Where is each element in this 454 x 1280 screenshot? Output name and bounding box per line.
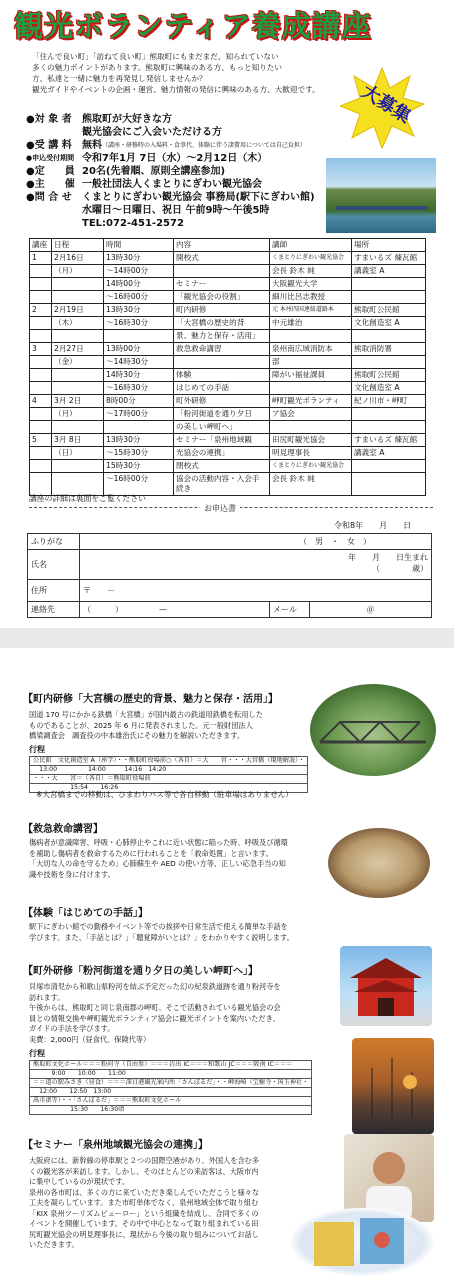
body-line: を補助し傷病者を救命するために行われることを「救命処置」と言います。	[29, 848, 273, 858]
schedule-cell: 3月 8日	[52, 434, 104, 447]
schedule-cell: 熊取町公民館	[352, 304, 426, 317]
section-body	[29, 982, 281, 1045]
schedule-cell: 3月 2日	[52, 395, 104, 408]
body-line: 「大切な人の命を守るため」心肺蘇生や AED の使い方等、正しい応急手当の知	[29, 859, 286, 868]
birthdate-field[interactable]: 年 月 日生まれ	[348, 553, 428, 562]
schedule-cell: 障がい福祉課員	[270, 369, 352, 382]
schedule-cell: 部	[270, 356, 352, 369]
itinerary-line: 15:30 16:30頃	[30, 1106, 312, 1115]
itinerary-line: 9:00 10:00 11:00	[30, 1070, 312, 1079]
schedule-cell: （金）	[52, 356, 104, 369]
schedule-cell: 文化創造室 A	[352, 317, 426, 330]
body-line: くの観光客が来訪します。しかし、そのほとんどの来訪客は、大阪市内	[29, 1166, 259, 1176]
col-header: 内容	[174, 239, 270, 252]
schedule-cell	[30, 265, 52, 278]
body-line: 貝塚市清児から和歌山県粉河を結ぶ予定だった幻の紀泉鉄道跡を通り粉河寺を	[29, 982, 281, 991]
schedule-cell: 5	[30, 434, 52, 447]
fee-note: （講座・研修時の入場料・食事代、体験に伴う諸費用については自己負担）	[102, 142, 306, 149]
body-line: 識や技術を身に付けます。	[29, 869, 115, 879]
schedule-cell: 2月16日	[52, 252, 104, 265]
schedule-cell: セミナー「泉州地域観	[174, 434, 270, 447]
schedule-row	[30, 304, 426, 317]
schedule-cell	[30, 278, 52, 291]
application-form	[27, 533, 432, 618]
contact-label: ●問 合 せ	[26, 192, 72, 203]
schedule-cell: 13時30分	[104, 304, 174, 317]
temple-gate-icon	[340, 946, 432, 1026]
schedule-cell: 熊取消防署	[352, 343, 426, 356]
itinerary-line: 公民館 文化創造室 A（座学）・・熊取町役場前○（各自）＝大 宮・・・大宮橋（現地解説）・	[30, 757, 308, 766]
body-line: 実費：2,000円（昼食代、保険代等）	[29, 1034, 151, 1044]
schedule-row	[30, 434, 426, 447]
schedule-cell	[30, 317, 52, 330]
contact-field-label: 連絡先	[28, 602, 80, 618]
schedule-cell: 熊取町公民館	[352, 369, 426, 382]
itinerary-line: ＝＝道の駅みさき（昼食）＝＝＝深日港観光案内所「さんぽるだ」・・岬海崎（宝樹寺・国玉神社・	[30, 1079, 312, 1088]
schedule-row	[30, 369, 426, 382]
schedule-cell: 景、魅力と保存・活用」	[174, 330, 270, 343]
body-line: に集中しているのが現状です。	[29, 1177, 130, 1186]
schedule-cell: 明見理事長	[270, 447, 352, 460]
body-line: 駅下にぎわい館での勤務やイベント等での挨拶や日常生活で使える簡単な手話を	[29, 922, 288, 931]
name-label: 氏名	[28, 550, 80, 580]
sunset-harbor-photo	[352, 1038, 434, 1134]
body-line: 午後からは、熊取町と同じ泉南郡の岬町。そこで活動されている観光協会の会	[29, 1003, 281, 1012]
schedule-cell: 「粉河街道を通り夕日	[174, 408, 270, 421]
flyer-front	[0, 0, 454, 628]
period-value: 令和7年1月 7日（水）〜2月12日（木）	[82, 153, 268, 164]
target-value-2: 観光協会にご入会いただける方	[82, 127, 222, 138]
schedule-cell	[30, 421, 52, 434]
schedule-cell: 光協会の連携」	[174, 447, 270, 460]
col-header: 講師	[270, 239, 352, 252]
schedule-cell: の美しい岬町へ」	[174, 421, 270, 434]
itinerary-label: 行程	[29, 1049, 45, 1058]
cpr-training-photo	[328, 828, 430, 898]
schedule-cell: 〜14時30分	[104, 356, 174, 369]
schedule-cell	[52, 330, 104, 343]
schedule-cell	[52, 369, 104, 382]
map-leaflet-icon	[290, 1208, 434, 1276]
schedule-cell	[30, 330, 52, 343]
schedule-cell: 開校式	[174, 252, 270, 265]
schedule-cell	[30, 408, 52, 421]
body-line: 大阪府には、新幹線の停車駅と２つの国際空港があり、外国人を含む多	[29, 1156, 260, 1165]
schedule-cell: 〜16時30分	[104, 317, 174, 330]
schedule-cell	[30, 447, 52, 460]
fee-label: ●受 講 料	[26, 140, 72, 151]
body-line: 国道 170 号にかかる鉄橋「大宮橋」が国内最古の鉄道用鉄橋を転用した	[29, 710, 263, 719]
body-line: 尻町観光協会の明見理事長に、現状から今後の取り組みについてお話し	[29, 1229, 259, 1239]
address-field[interactable]: 〒 －	[80, 580, 432, 602]
schedule-cell	[352, 330, 426, 343]
itinerary-label: 行程	[29, 745, 45, 754]
intro-line: 「住んで良い町」「訪ねて良い町」熊取町にもまだまだ、知られていない	[32, 52, 279, 61]
schedule-cell: （木）	[52, 317, 104, 330]
host-value: 一般社団法人くまとりにぎわい観光協会	[82, 179, 262, 190]
schedule-cell: 〜16時00分	[104, 291, 174, 304]
schedule-cell: 細川比呂志教授	[270, 291, 352, 304]
schedule-cell: 4	[30, 395, 52, 408]
itinerary-line: 15:54 16:26	[30, 784, 308, 793]
section-title: 【体験「はじめての手話」】	[23, 908, 148, 919]
schedule-cell	[52, 421, 104, 434]
schedule-cell	[52, 460, 104, 473]
section-title: 【救急救命講習】	[23, 824, 103, 835]
application-date: 令和8年 月 日	[334, 521, 412, 530]
fee-value: 無料	[82, 140, 102, 151]
schedule-row	[30, 291, 426, 304]
schedule-cell: 3	[30, 343, 52, 356]
body-line: 「KIX 泉州ツーリズムビューロー」という組織を結成し、合同で多くの	[29, 1208, 259, 1218]
schedule-row	[30, 265, 426, 278]
schedule-cell	[30, 369, 52, 382]
period-label: ●申込受付期間	[26, 154, 75, 162]
schedule-cell: 15時30分	[104, 460, 174, 473]
schedule-body	[30, 252, 426, 496]
schedule-cell: 13時30分	[104, 252, 174, 265]
temple-gate-photo	[340, 946, 432, 1026]
schedule-cell: くまとりにぎわい観光協会	[270, 460, 352, 473]
tel: TEL:072-451-2572	[82, 218, 184, 229]
name-field[interactable]	[80, 550, 432, 580]
intro-text	[32, 51, 352, 95]
recruit-badge-label: 大募集	[357, 81, 415, 128]
flyer-back	[0, 648, 454, 1280]
schedule-cell: 13時30分	[104, 434, 174, 447]
schedule-cell: 泉州南広域消防本	[270, 343, 352, 356]
schedule-cell	[30, 356, 52, 369]
schedule-cell: はじめての手話	[174, 382, 270, 395]
col-header: 講座	[30, 239, 52, 252]
schedule-cell: 田尻町観光協会	[270, 434, 352, 447]
section-body	[29, 710, 263, 742]
body-line: 訪れます。	[29, 992, 65, 1002]
col-header: 日程	[52, 239, 104, 252]
schedule-cell	[52, 291, 104, 304]
body-line: いただきます。	[29, 1240, 79, 1249]
body-line: イベントを開催しています。その中で中心となって取り組まれている田	[29, 1219, 259, 1228]
schedule-cell	[270, 330, 352, 343]
schedule-cell: 〜14時00分	[104, 265, 174, 278]
target-label: ●対 象 者	[26, 114, 72, 125]
schedule-cell: （月）	[52, 265, 104, 278]
itinerary-line: ・・・大 宮＝（各自）＝熊取町役場前	[30, 775, 308, 784]
body-line: 泉州の各市町は、多くの方に来ていただき楽しんでいただこうと様々な	[29, 1187, 260, 1197]
section-title: 【町内研修「大宮橋の歴史的背景、魅力と保存・活用」】	[23, 694, 278, 705]
section-title: 【町外研修「粉河街道を通り夕日の美しい岬町へ」】	[23, 966, 258, 977]
schedule-cell	[174, 356, 270, 369]
schedule-row	[30, 421, 426, 434]
schedule-cell	[352, 291, 426, 304]
section-body	[29, 922, 294, 943]
schedule-row	[30, 447, 426, 460]
schedule-cell	[352, 408, 426, 421]
body-line: 学びます。また、「手話とは？」「聴覚障がいとは？」をわかりやすく説明します。	[29, 932, 294, 942]
gender-choice[interactable]: （ 男 ・ 女 ）	[80, 534, 432, 550]
schedule-cell	[104, 421, 174, 434]
host-label: ●主 催	[26, 179, 75, 190]
recruit-badge	[340, 66, 424, 150]
furigana-label: ふりがな	[28, 534, 80, 550]
phone-field[interactable]: （ ） —	[80, 602, 270, 618]
schedule-cell: すまいるズ 煉瓦館	[352, 434, 426, 447]
schedule-row	[30, 343, 426, 356]
body-line: 橋梁調査会 調査役の中本雄治氏にその魅力を解説いただきます。	[29, 731, 245, 740]
info-list	[26, 113, 326, 230]
schedule-cell: 岬町観光ボランティ	[270, 395, 352, 408]
schedule-cell: 14時00分	[104, 278, 174, 291]
itinerary-line: 禹市湊等）・・「さんぽるだ」＝＝＝熊取町文化ホール	[30, 1097, 312, 1106]
schedule-cell: 中元雄治	[270, 317, 352, 330]
schedule-cell: 会長 鈴木 純	[270, 473, 352, 496]
schedule-cell: 文化創造室 A	[352, 382, 426, 395]
schedule-cell	[352, 460, 426, 473]
section-title: 【セミナー「泉州地域観光協会の連携」】	[23, 1140, 208, 1151]
schedule-row	[30, 330, 426, 343]
office-hours: 水曜日〜日曜日、祝日 午前9時〜午後5時	[82, 205, 270, 216]
schedule-cell: 2	[30, 304, 52, 317]
schedule-row	[30, 356, 426, 369]
schedule-cell: （月）	[52, 408, 104, 421]
schedule-cell	[30, 291, 52, 304]
sailboat-masts-icon	[352, 1038, 434, 1134]
schedule-cell	[30, 460, 52, 473]
schedule-cell	[352, 356, 426, 369]
schedule-cell: 閉校式	[174, 460, 270, 473]
bridge-truss-icon	[310, 684, 436, 776]
mail-field[interactable]: ＠	[310, 602, 432, 618]
schedule-cell: セミナー	[174, 278, 270, 291]
schedule-cell: 〜17時00分	[104, 408, 174, 421]
schedule-cell: すまいるズ 煉瓦館	[352, 252, 426, 265]
itinerary-line: 熊取町文化ホール＝＝＝粉河寺（自由参）＝＝＝岩出 IC＝＝＝和歌山 JC＝＝＝阪南 IC＝＝＝	[30, 1061, 312, 1070]
schedule-cell: 町内研修	[174, 304, 270, 317]
body-line: 工夫を凝らしています。また市町単体でなく、泉州地域全体で取り組む	[29, 1198, 259, 1207]
schedule-row	[30, 395, 426, 408]
intro-line: 多くの魅力ポイントがあります。熊取町に興味のある方、もっと知りたい	[32, 63, 282, 72]
schedule-cell	[352, 473, 426, 496]
schedule-cell: 8時00分	[104, 395, 174, 408]
body-line: ものであることが、2025 年 6 月に発表されました。元一般財団法人	[29, 720, 253, 730]
schedule-cell: 〜15時30分	[104, 447, 174, 460]
schedule-cell	[174, 265, 270, 278]
schedule-cell: 会長 鈴木 純	[270, 265, 352, 278]
schedule-cell: 〜16時00分	[104, 473, 174, 496]
schedule-table	[29, 238, 426, 496]
mail-label: メール	[270, 602, 310, 618]
schedule-cell: 1	[30, 252, 52, 265]
section-note: ※大宮橋までの移動は、ひまわりバス等で各自移動（駐車場はありません）	[36, 790, 293, 799]
schedule-cell	[52, 382, 104, 395]
intro-line: 観光ガイドやイベントの企画・運営、魅力情報の発信に興味のある方、大歓迎です。	[32, 85, 320, 94]
capacity-value: 20名(先着順、原則全講座参加)	[82, 166, 226, 177]
schedule-cell: 講義室 A	[352, 265, 426, 278]
schedule-cell: 2月27日	[52, 343, 104, 356]
body-line: ガイドの手法を学びます。	[29, 1024, 115, 1033]
schedule-cell: 体験	[174, 369, 270, 382]
itinerary-table	[29, 756, 308, 793]
col-header: 時間	[104, 239, 174, 252]
schedule-cell: 14時30分	[104, 369, 174, 382]
contact-value: くまとりにぎわい観光協会 事務局(駅下にぎわい館)	[82, 192, 315, 203]
capacity-label: ●定 員	[26, 166, 75, 177]
schedule-cell: 2月19日	[52, 304, 104, 317]
intro-line: 方、私達と一緒に魅力を再発見し発信しませんか？	[32, 74, 207, 83]
iron-bridge-photo	[310, 684, 436, 776]
schedule-cell	[52, 278, 104, 291]
schedule-cell: 〜16時30分	[104, 382, 174, 395]
schedule-cell: 元 本州四国連絡道路本	[270, 304, 352, 317]
section-body	[29, 838, 288, 880]
schedule-cell	[30, 382, 52, 395]
schedule-cell: くまとりにぎわい観光協会	[270, 252, 352, 265]
dam-photo	[326, 158, 436, 233]
col-header: 場所	[352, 239, 426, 252]
brochure-photo	[290, 1208, 434, 1276]
schedule-row	[30, 382, 426, 395]
schedule-cell: 町外研修	[174, 395, 270, 408]
schedule-cell	[270, 421, 352, 434]
body-line: 傷病者が意識障害、呼吸・心肺停止やこれに近い状態に陥った時、呼吸及び循環	[29, 838, 288, 847]
details-note: 講座の詳細は裏面をご覧ください	[29, 494, 146, 503]
body-line: 員との情報交換や岬町観光ボランティア協会に観光ポイントを案内いただき、	[29, 1013, 280, 1023]
schedule-cell	[270, 382, 352, 395]
schedule-cell	[104, 330, 174, 343]
schedule-cell	[352, 278, 426, 291]
schedule-row	[30, 278, 426, 291]
schedule-cell: ア協会	[270, 408, 352, 421]
age-field[interactable]: （ 歳）	[372, 564, 428, 573]
schedule-cell: 紀ノ川市・岬町	[352, 395, 426, 408]
schedule-row	[30, 408, 426, 421]
schedule-cell: 13時00分	[104, 343, 174, 356]
itinerary-line: 12:00 12:50 13:00	[30, 1088, 312, 1097]
itinerary-table	[29, 1060, 312, 1115]
schedule-cell: （日）	[52, 447, 104, 460]
schedule-cell: 大阪観光大学	[270, 278, 352, 291]
section-body	[29, 1156, 259, 1251]
schedule-cell: 「大宮橋の歴史的背	[174, 317, 270, 330]
schedule-cell	[352, 421, 426, 434]
address-label: 住所	[28, 580, 80, 602]
schedule-cell: 救急救命講習	[174, 343, 270, 356]
target-value: 熊取町が大好きな方	[82, 114, 172, 125]
schedule-row	[30, 317, 426, 330]
page-title: 観光ボランティア養成講座	[14, 9, 372, 43]
schedule-row	[30, 252, 426, 265]
schedule-cell: 「観光協会の役割」	[174, 291, 270, 304]
schedule-cell: 協会の活動内容・入会手続き	[174, 473, 270, 496]
schedule-cell: 講義室 A	[352, 447, 426, 460]
itinerary-line: 13:00 14:00 14:16 14:20	[30, 766, 308, 775]
schedule-row	[30, 460, 426, 473]
application-title: お申込書	[200, 503, 240, 514]
